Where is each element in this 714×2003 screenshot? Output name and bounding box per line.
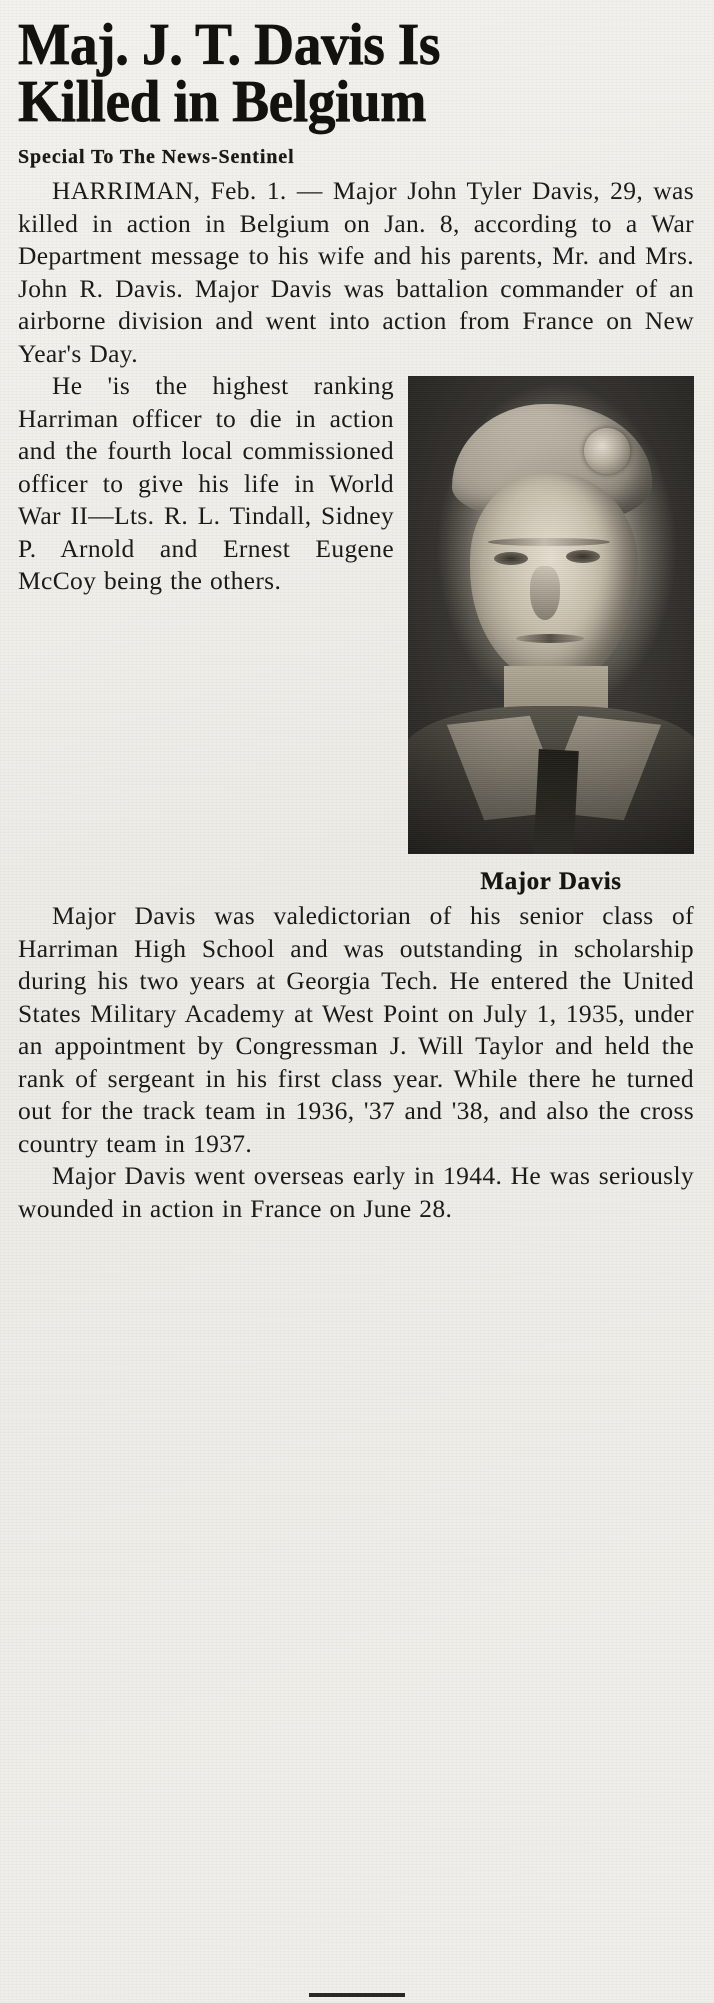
photo-figure — [408, 376, 694, 898]
portrait-image — [408, 376, 694, 854]
headline-line-1: Maj. J. T. Davis Is — [18, 11, 440, 77]
article-paragraph-3: Major Davis was valedictorian of his senior class of Harriman High School and was outstanding in scholarship during his two years at Georgia Tech. He entered the United States Military Academy at West Point on July 1, 1935, under an appointment by Congressman J. Will Taylor and held the rank of sergeant in his first class year. While there he turned out for the track team in 1936, '37 and '38, and also the cross country team in 1937. — [18, 901, 694, 1158]
headline-line-2: Killed in Belgium — [18, 68, 427, 135]
article-paragraph-2: He 'is the highest ranking Harriman officer to die in action and the fourth local commissioned officer to give his life in World War II—Lts. R. L. Tindall, Sidney P. Arnold and Ernest Eugene McCoy being the others. — [18, 371, 394, 596]
article-body — [18, 11, 694, 1986]
end-of-article-rule — [309, 1993, 405, 1997]
article-paragraph-4: Major Davis went overseas early in 1944. He was seriously wounded in action in France on June 28. — [18, 1161, 694, 1223]
page-title — [18, 11, 653, 135]
article-paragraph-lead: HARRIMAN, Feb. 1. — Major John Tyler Davis, 29, was killed in action in Belgium on Jan. 8, according to a War Department message to his wife and his parents, Mr. and Mrs. John R. Davis. Major Davis was battalion commander of an airborne division and went into action from France on New Year's Day. — [18, 176, 694, 368]
photo-caption: Major Davis — [480, 868, 622, 896]
article-kicker: Special To The News-Sentinel — [18, 146, 295, 169]
article-text — [18, 175, 694, 1225]
photo-grain-overlay — [408, 376, 694, 854]
